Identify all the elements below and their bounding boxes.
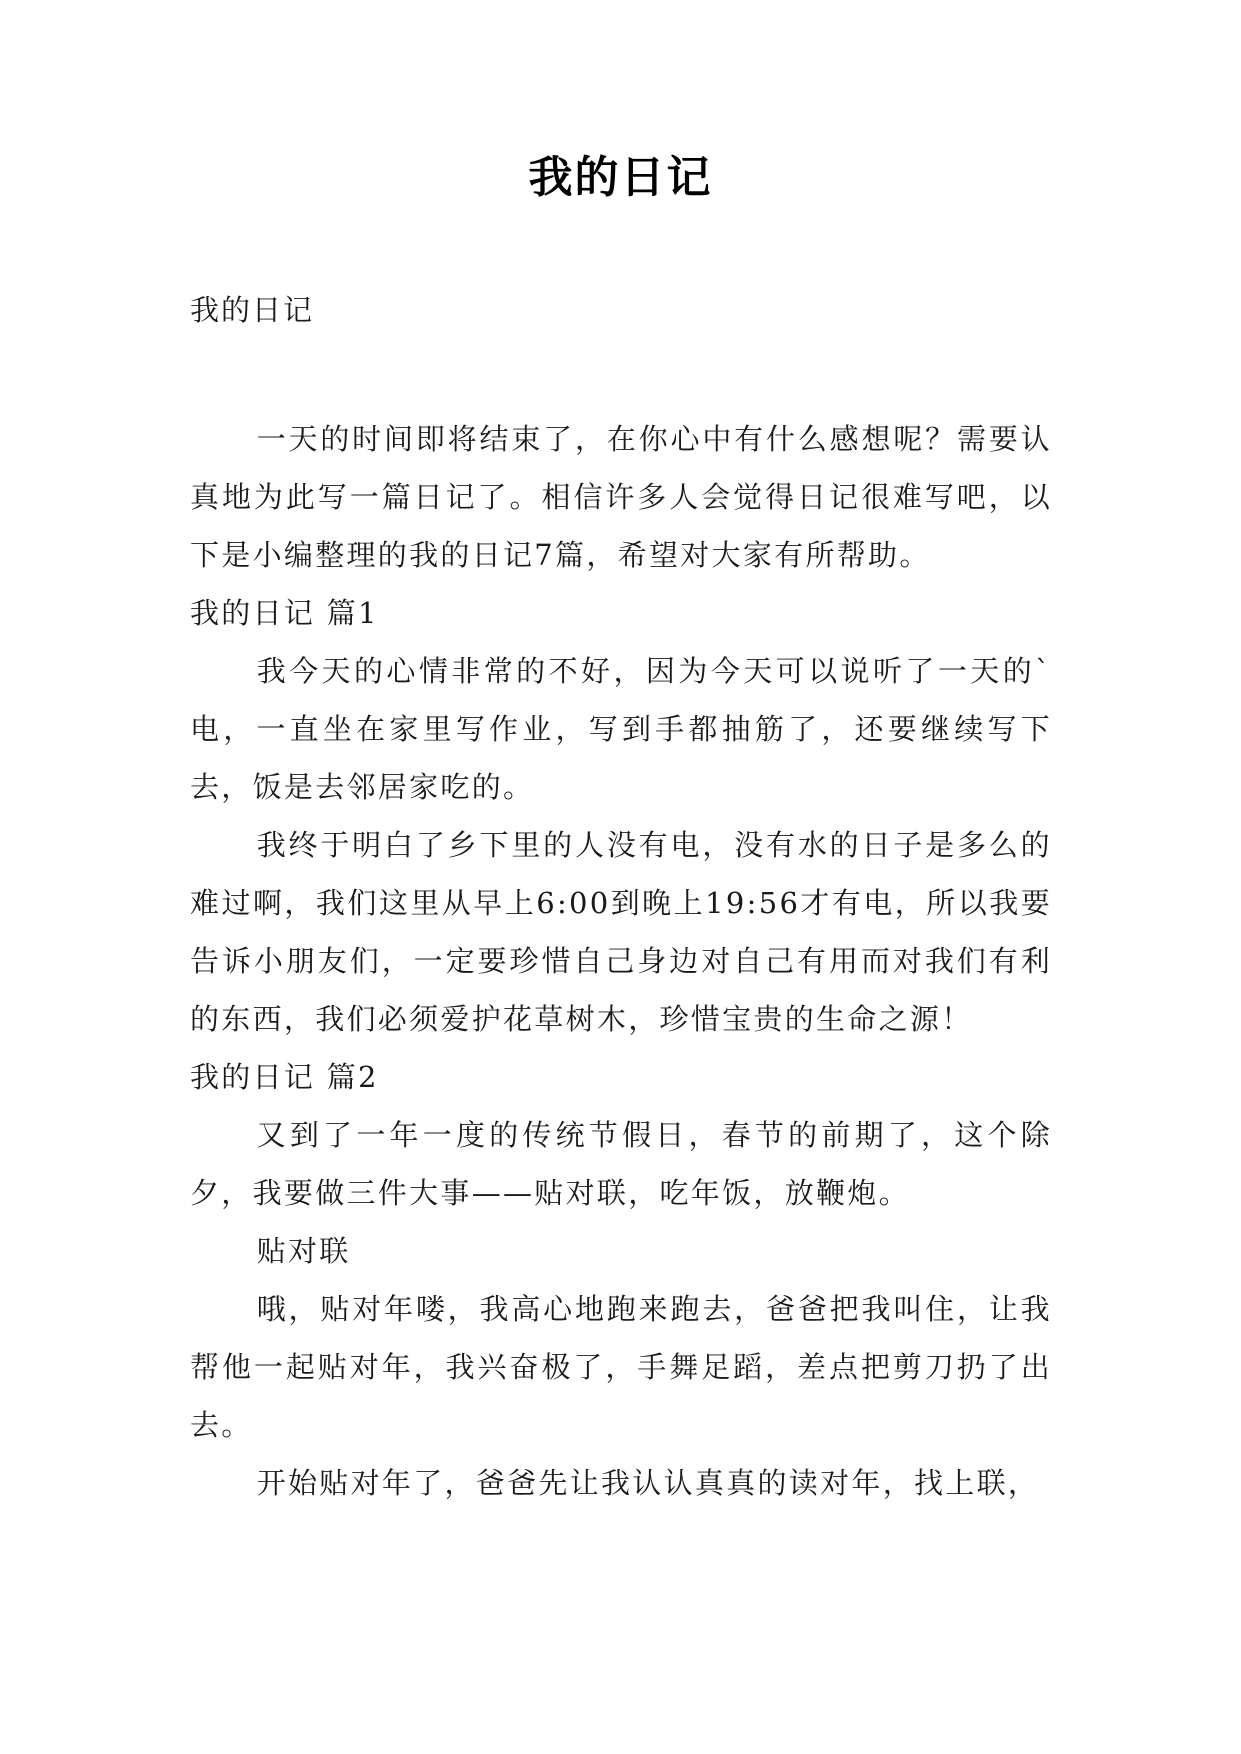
sub-heading: 贴对联 [256,1234,351,1268]
document-subtitle: 我的日记 [190,293,315,327]
document-body [190,410,1052,1512]
section-heading-1: 我的日记 篇1 [190,596,379,630]
body-paragraph: 我今天的心情非常的不好，因为今天可以说听了一天的`电，一直坐在家里写作业，写到手都抽筋了，还要继续写下去，饭是去邻居家吃的。 [190,654,1052,804]
section-heading-2: 我的日记 篇2 [190,1060,379,1094]
intro-paragraph: 一天的时间即将结束了，在你心中有什么感想呢？需要认真地为此写一篇日记了。相信许多人会觉得日记很难写吧，以下是小编整理的我的日记7篇，希望对大家有所帮助。 [190,422,1052,572]
body-paragraph: 我终于明白了乡下里的人没有电，没有水的日子是多么的难过啊，我们这里从早上6:00到晚上19:56才有电，所以我要告诉小朋友们，一定要珍惜自己身边对自己有用而对我们有利的东西，我们必须爱护花草树木，珍惜宝贵的生命之源！ [190,828,1052,1036]
body-paragraph: 又到了一年一度的传统节假日，春节的前期了，这个除夕，我要做三件大事——贴对联，吃年饭，放鞭炮。 [190,1118,1052,1210]
body-paragraph: 哦，贴对年喽，我高心地跑来跑去，爸爸把我叫住，让我帮他一起贴对年，我兴奋极了，手舞足蹈，差点把剪刀扔了出去。 [190,1292,1052,1442]
body-paragraph: 开始贴对年了，爸爸先让我认认真真的读对年，找上联， [256,1466,1040,1500]
document-title: 我的日记 [528,152,713,203]
